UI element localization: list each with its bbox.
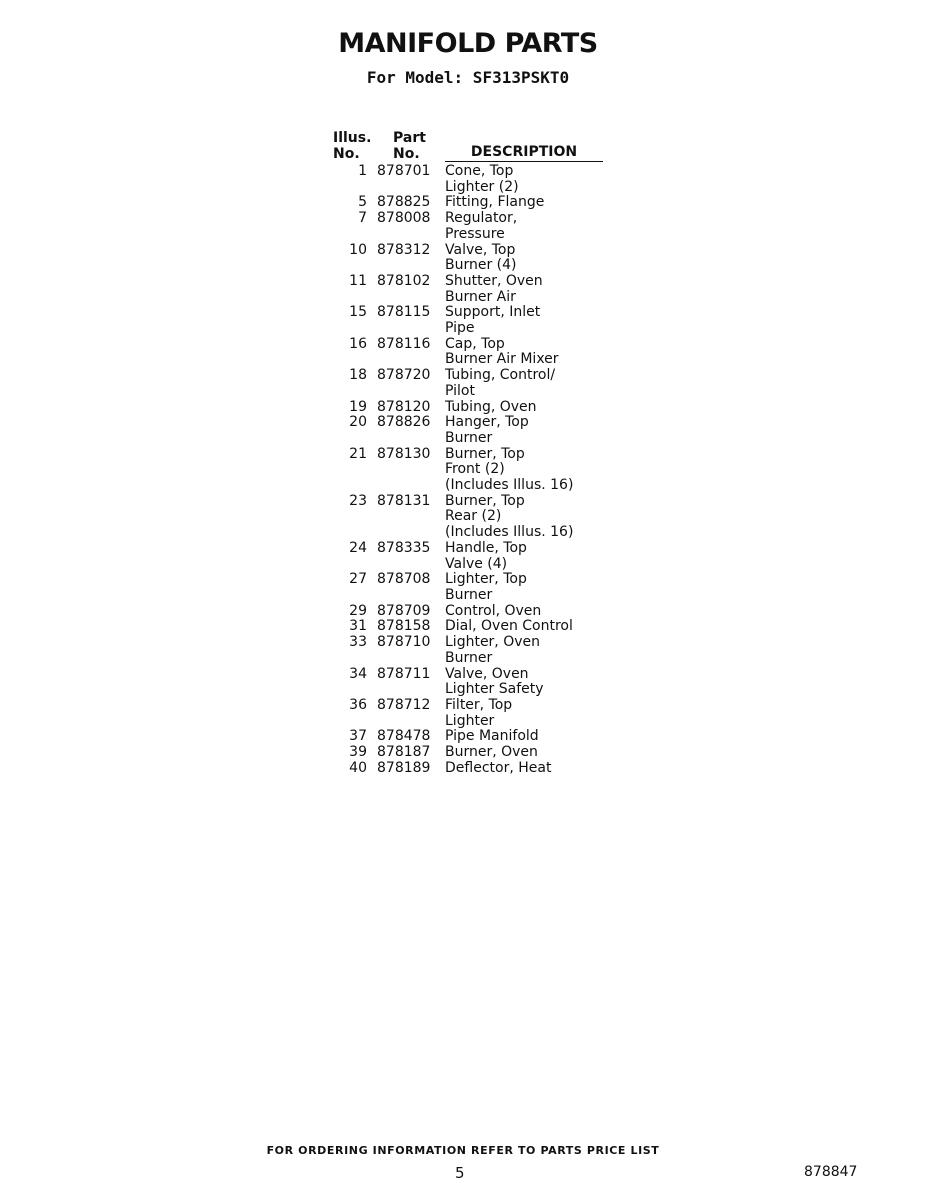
description-line: Pipe Manifold	[445, 728, 539, 745]
description-line: Control, Oven	[445, 602, 542, 619]
part-number: 878120	[377, 398, 431, 415]
table-row	[333, 541, 603, 572]
description-line: Pressure	[445, 225, 505, 242]
page-number: 5	[455, 1164, 465, 1182]
table-row	[333, 745, 603, 761]
table-row	[333, 195, 603, 211]
description-line: Pilot	[445, 382, 475, 399]
part-number: 878478	[377, 728, 431, 745]
part-number: 878130	[377, 445, 431, 462]
illus-number: 16	[349, 335, 367, 352]
part-number: 878116	[377, 335, 431, 352]
part-description	[445, 667, 603, 698]
model-subtitle: For Model: SF313PSKT0	[366, 68, 570, 87]
illus-number: 37	[349, 728, 367, 745]
description-line: Dial, Oven Control	[445, 618, 573, 635]
table-row	[333, 619, 603, 635]
description-line: Valve, Oven	[445, 665, 529, 682]
description-line: Cap, Top	[445, 335, 505, 352]
ordering-note: FOR ORDERING INFORMATION REFER TO PARTS PRICE LIST	[266, 1144, 660, 1157]
part-number: 878158	[377, 618, 431, 635]
table-row	[333, 729, 603, 745]
part-number: 878131	[377, 492, 431, 509]
illus-number: 34	[349, 665, 367, 682]
description-line: Burner (4)	[445, 257, 517, 274]
description-line: Lighter (2)	[445, 178, 519, 195]
part-description	[445, 274, 603, 305]
part-description	[445, 635, 603, 666]
description-line: Lighter	[445, 712, 495, 729]
table-row	[333, 415, 603, 446]
part-description	[445, 243, 603, 274]
part-number: 878709	[377, 602, 431, 619]
illus-number: 39	[349, 744, 367, 761]
description-line: Filter, Top	[445, 696, 513, 713]
table-row	[333, 667, 603, 698]
part-number: 878008	[377, 210, 431, 227]
table-row	[333, 698, 603, 729]
part-number: 878712	[377, 696, 431, 713]
description-line: Rear (2)	[445, 508, 502, 525]
description-line: Burner	[445, 429, 493, 446]
part-number: 878312	[377, 241, 431, 258]
part-description	[445, 400, 603, 416]
part-number: 878189	[377, 759, 431, 776]
illus-number: 27	[349, 571, 367, 588]
illus-number: 10	[349, 241, 367, 258]
part-description	[445, 368, 603, 399]
description-line: Lighter, Top	[445, 571, 527, 588]
illus-number: 20	[349, 414, 367, 431]
part-description	[445, 494, 603, 541]
description-line: Handle, Top	[445, 539, 527, 556]
description-line: Hanger, Top	[445, 414, 529, 431]
part-description	[445, 447, 603, 494]
column-header-part-no: Part No.	[393, 130, 426, 162]
illus-number: 31	[349, 618, 367, 635]
part-description	[445, 745, 603, 761]
description-line: Tubing, Control/	[445, 367, 556, 384]
part-number: 878701	[377, 163, 431, 179]
table-row	[333, 305, 603, 336]
part-description	[445, 729, 603, 745]
description-line: Cone, Top	[445, 163, 514, 179]
part-description	[445, 761, 603, 777]
description-line: Burner	[445, 586, 493, 603]
column-header-illus-no: Illus. No.	[333, 130, 372, 162]
part-description	[445, 604, 603, 620]
part-number: 878720	[377, 367, 431, 384]
description-line: Lighter, Oven	[445, 634, 540, 651]
part-number: 878187	[377, 744, 431, 761]
page-title: MANIFOLD PARTS	[338, 28, 598, 59]
description-line: Valve, Top	[445, 241, 516, 258]
table-row	[333, 604, 603, 620]
part-description	[445, 541, 603, 572]
description-line: Burner, Top	[445, 492, 525, 509]
part-description	[445, 619, 603, 635]
illus-number: 11	[349, 272, 367, 289]
table-row	[333, 368, 603, 399]
description-line: Support, Inlet	[445, 304, 541, 321]
illus-number: 23	[349, 492, 367, 509]
table-row	[333, 211, 603, 242]
illus-number: 21	[349, 445, 367, 462]
illus-number: 7	[358, 210, 367, 227]
part-number: 878825	[377, 194, 431, 211]
part-number: 878711	[377, 665, 431, 682]
description-line: Burner Air	[445, 288, 516, 305]
parts-table	[333, 131, 603, 776]
document-number: 878847	[804, 1164, 858, 1180]
illus-number: 24	[349, 539, 367, 556]
table-row	[333, 243, 603, 274]
part-number: 878335	[377, 539, 431, 556]
illus-number: 36	[349, 696, 367, 713]
part-description	[445, 305, 603, 336]
part-number: 878102	[377, 272, 431, 289]
description-line: Burner, Top	[445, 445, 525, 462]
part-number: 878708	[377, 571, 431, 588]
part-number: 878826	[377, 414, 431, 431]
illus-number: 15	[349, 304, 367, 321]
illus-number: 40	[349, 759, 367, 776]
description-line: (Includes Illus. 16)	[445, 477, 574, 494]
column-header-description: DESCRIPTION	[445, 145, 603, 163]
table-body	[333, 164, 603, 776]
description-line: Front (2)	[445, 461, 505, 478]
part-description	[445, 415, 603, 446]
table-row	[333, 572, 603, 603]
table-row	[333, 761, 603, 777]
part-description	[445, 698, 603, 729]
illus-number: 33	[349, 634, 367, 651]
illus-number: 19	[349, 398, 367, 415]
table-row	[333, 274, 603, 305]
part-description	[445, 164, 603, 195]
table-row	[333, 494, 603, 541]
table-row	[333, 164, 603, 195]
part-description	[445, 195, 603, 211]
description-line: Lighter Safety	[445, 681, 544, 698]
description-line: Burner Air Mixer	[445, 351, 559, 368]
description-line: Fitting, Flange	[445, 194, 545, 211]
part-number: 878115	[377, 304, 431, 321]
illus-number: 18	[349, 367, 367, 384]
description-line: Tubing, Oven	[445, 398, 537, 415]
description-line: (Includes Illus. 16)	[445, 524, 574, 541]
part-description	[445, 572, 603, 603]
description-line: Pipe	[445, 320, 475, 337]
table-row	[333, 400, 603, 416]
illus-number: 5	[358, 194, 367, 211]
part-description	[445, 211, 603, 242]
table-header	[333, 131, 603, 163]
illus-number: 29	[349, 602, 367, 619]
description-line: Shutter, Oven	[445, 272, 543, 289]
illus-number: 1	[358, 163, 367, 179]
part-description	[445, 337, 603, 368]
description-line: Deflector, Heat	[445, 759, 552, 776]
table-row	[333, 447, 603, 494]
description-line: Valve (4)	[445, 555, 508, 572]
table-row	[333, 635, 603, 666]
part-number: 878710	[377, 634, 431, 651]
description-line: Regulator,	[445, 210, 518, 227]
table-row	[333, 337, 603, 368]
description-line: Burner	[445, 649, 493, 666]
description-line: Burner, Oven	[445, 744, 538, 761]
